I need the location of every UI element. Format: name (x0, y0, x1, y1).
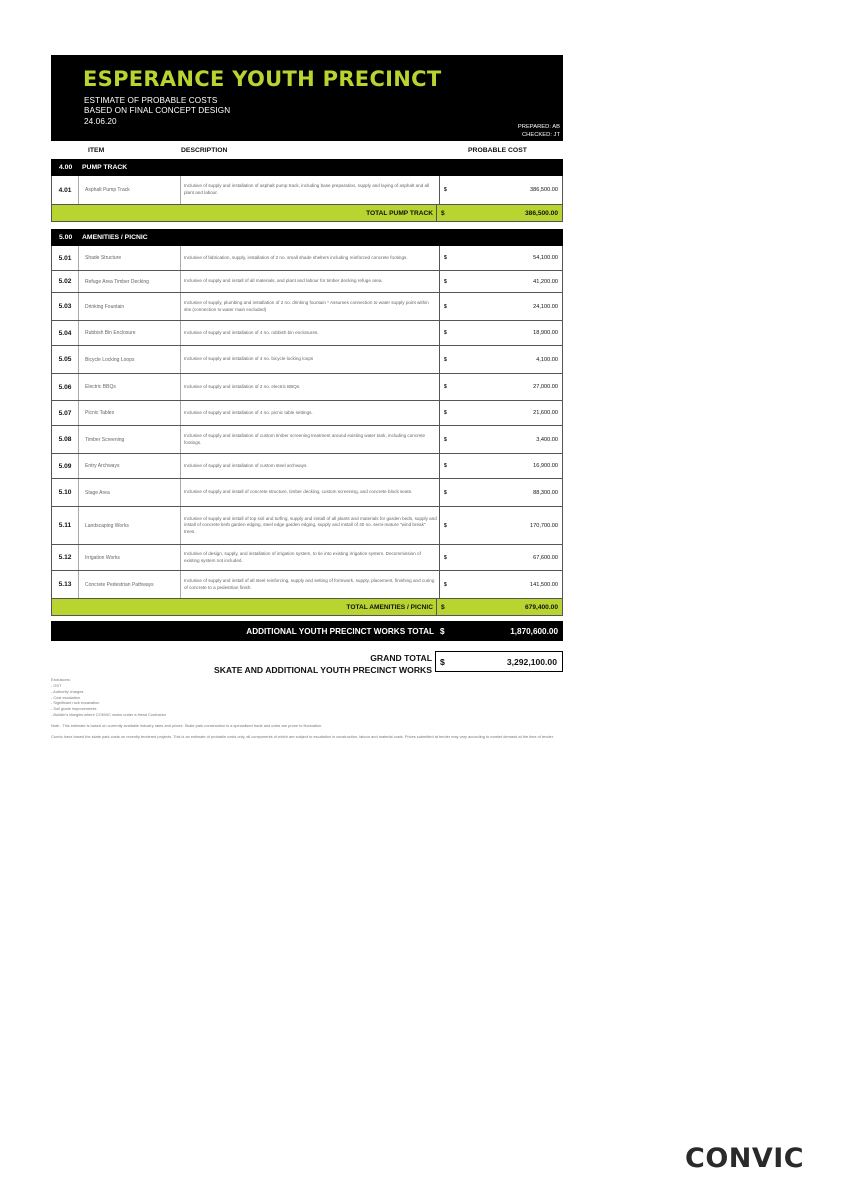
row-item: Concrete Pedestrian Pathways (79, 571, 181, 598)
table-row (51, 321, 563, 346)
total-label: TOTAL AMENITIES / PICNIC (52, 599, 437, 615)
amenities-rows (51, 246, 563, 599)
row-dollar: $ (444, 463, 447, 469)
table-row (51, 545, 563, 571)
row-number: 5.02 (52, 271, 79, 292)
column-header-item: ITEM (88, 147, 105, 154)
row-value: 18,900.00 (533, 330, 558, 336)
row-dollar: $ (444, 187, 447, 193)
table-row (51, 176, 563, 205)
note-tender: Convic have based the skate park costs on recently tendered projects. This is an estimate of probable costs only, all components of which are subject to escalation in construction, labour and material costs. Prices submitted at tender may vary according to market demand at the time of tender. (51, 733, 554, 739)
row-item: Rubbish Bin Enclosure (79, 321, 181, 345)
table-row (51, 454, 563, 479)
row-value: 27,000.00 (533, 384, 558, 390)
row-value: 170,700.00 (530, 522, 558, 529)
section-name: PUMP TRACK (82, 164, 128, 171)
grand-total-box (435, 651, 563, 672)
exclusion-item: - Builder's Margins where CONVIC works under a Head Contractor (51, 712, 167, 718)
exclusion-item: - Authority charges (51, 688, 84, 694)
row-item: Electric BBQs (79, 374, 181, 400)
row-description: Inclusive of supply and installation of custom timber screening treatment around existing water tank, including concrete footings. (181, 426, 440, 453)
cost-estimate-sheet (51, 55, 563, 675)
column-header-description: DESCRIPTION (181, 147, 228, 154)
row-description: Inclusive of fabrication, supply, installation of 2 no. small shade shelters including reinforced concrete footings. (181, 246, 440, 270)
section-number: 4.00 (59, 164, 73, 171)
total-dollar: $ (441, 603, 445, 611)
table-row (51, 293, 563, 321)
row-description: Inclusive of supply and installation of 4 no. picnic table settings. (181, 401, 440, 425)
row-item: Asphalt Pump Track (79, 176, 181, 204)
section-name: AMENITIES / PICNIC (82, 234, 148, 241)
table-row (51, 401, 563, 426)
row-number: 4.01 (52, 176, 79, 204)
row-item: Shade Structure (79, 246, 181, 270)
column-headers (51, 141, 563, 159)
convic-logo: CONVIC (685, 1143, 805, 1174)
grand-total-label: GRAND TOTAL (370, 653, 432, 663)
grand-total-value: 3,292,100.00 (506, 656, 557, 667)
row-value: 21,600.00 (533, 410, 558, 416)
row-dollar: $ (444, 384, 447, 390)
row-value: 41,200.00 (533, 278, 558, 285)
total-amenities (51, 599, 563, 616)
table-row (51, 271, 563, 293)
row-description: Inclusive of supply and install of concrete structure, timber decking, custom screening, and concrete block seats. (181, 479, 440, 506)
row-dollar: $ (444, 278, 447, 285)
row-value: 4,100.00 (536, 356, 558, 363)
row-item: Landscaping Works (79, 507, 181, 544)
additional-value: 1,870,600.00 (510, 626, 558, 636)
prepared-checked (518, 124, 560, 139)
row-description: Inclusive of supply and installation of asphalt pump track, including base preparation, supply and laying of asphalt and all plant and labour. (181, 176, 440, 204)
note-estimate: Note : This estimate is based on currently available industry rates and prices. Skate park construction is a specialised trade and costs are prone to fluctuation. (51, 723, 323, 729)
row-number: 5.06 (52, 374, 79, 400)
subtitle-design: BASED ON FINAL CONCEPT DESIGN (84, 106, 231, 115)
row-dollar: $ (444, 303, 447, 310)
table-row (51, 374, 563, 401)
row-value: 3,400.00 (536, 436, 558, 443)
total-pump-track (51, 205, 563, 222)
row-value: 67,600.00 (533, 554, 558, 561)
row-dollar: $ (444, 436, 447, 443)
row-item: Drinking Fountain (79, 293, 181, 320)
total-label: TOTAL PUMP TRACK (52, 205, 437, 221)
exclusion-item: - GST (51, 682, 62, 688)
row-number: 5.07 (52, 401, 79, 425)
row-description: Inclusive of supply and install of all materials, and plant and labour for timber decking refuge area. (181, 271, 440, 292)
section-header-pump-track (51, 159, 563, 176)
row-dollar: $ (444, 356, 447, 363)
row-value: 88,300.00 (533, 489, 558, 496)
row-value: 16,900.00 (533, 463, 558, 469)
table-row (51, 571, 563, 599)
checked-by: CHECKED: JT (521, 131, 560, 138)
row-value: 386,500.00 (530, 187, 558, 193)
total-value: 679,400.00 (524, 603, 558, 611)
notes (51, 677, 571, 740)
row-item: Bicycle Locking Loops (79, 346, 181, 373)
row-number: 5.01 (52, 246, 79, 270)
row-value: 141,500.00 (530, 581, 558, 588)
row-number: 5.04 (52, 321, 79, 345)
grand-total-dollar: $ (440, 656, 445, 667)
row-description: Inclusive of supply and installation of 2 no. electric BBQs. (181, 374, 440, 400)
row-dollar: $ (444, 410, 447, 416)
section-number: 5.00 (59, 234, 73, 241)
row-number: 5.05 (52, 346, 79, 373)
row-dollar: $ (444, 255, 447, 261)
row-number: 5.13 (52, 571, 79, 598)
exclusion-item: - Significant rock excavation (51, 700, 100, 706)
total-value: 386,500.00 (524, 209, 558, 217)
row-description: Inclusive of supply and install of top soil and turfing, supply and install of all plants and materials for garden beds, supply and install of concrete kerb garden edging, steel edge garden edging, supply and install of 40 no. semi-mature "wind break" trees. (181, 507, 440, 544)
document-date: 24.06.20 (84, 117, 117, 126)
row-number: 5.10 (52, 479, 79, 506)
row-dollar: $ (444, 522, 447, 529)
table-row (51, 246, 563, 271)
section-header-amenities (51, 229, 563, 246)
row-value: 24,100.00 (533, 303, 558, 310)
row-value: 54,100.00 (533, 255, 558, 261)
row-dollar: $ (444, 489, 447, 496)
row-item: Stage Area (79, 479, 181, 506)
page-title: ESPERANCE YOUTH PRECINCT (83, 67, 442, 91)
row-description: Inclusive of design, supply, and installation of irrigation system, to tie into existing irrigation system. Decommission of existing system not included. (181, 545, 440, 570)
row-description: Inclusive of supply and installation of 4 no. bicycle locking loops (181, 346, 440, 373)
table-row (51, 346, 563, 374)
row-number: 5.09 (52, 454, 79, 478)
exclusion-item: - Soil grade improvements (51, 706, 97, 712)
row-dollar: $ (444, 330, 447, 336)
row-item: Irrigation Works (79, 545, 181, 570)
additional-works-total (51, 621, 563, 641)
exclusions-title: Exclusions: (51, 677, 71, 682)
row-description: Inclusive of supply and installation of 4 no. rubbish bin enclosures. (181, 321, 440, 345)
row-dollar: $ (444, 581, 447, 588)
table-row (51, 426, 563, 454)
row-description: Inclusive of supply and install of all steel reinforcing, supply and setting of formwork, supply, placement, finishing and curing of concrete to a pedestrian finish. (181, 571, 440, 598)
row-number: 5.12 (52, 545, 79, 570)
row-item: Timber Screening (79, 426, 181, 453)
row-number: 5.08 (52, 426, 79, 453)
row-description: Inclusive of supply, plumbing and installation of 2 no. drinking fountain * Assumes connection to water supply point within site (connection to water main excluded) (181, 293, 440, 320)
grand-total (51, 651, 563, 677)
total-dollar: $ (441, 209, 445, 217)
row-number: 5.11 (52, 507, 79, 544)
table-row (51, 507, 563, 545)
row-description: Inclusive of supply and installation of custom steel archways. (181, 454, 440, 478)
additional-dollar: $ (440, 626, 445, 636)
row-number: 5.03 (52, 293, 79, 320)
row-item: Picnic Tables (79, 401, 181, 425)
subtitle-estimate: ESTIMATE OF PROBABLE COSTS (84, 96, 218, 105)
row-item: Refuge Area Timber Decking (79, 271, 181, 292)
row-item: Entry Archways (79, 454, 181, 478)
grand-total-sublabel: SKATE AND ADDITIONAL YOUTH PRECINCT WORKS (213, 665, 432, 675)
prepared-by: PREPARED: AB (517, 124, 560, 130)
exclusion-item: - Cost escalation (51, 694, 80, 700)
row-dollar: $ (444, 554, 447, 561)
sheet-header (51, 55, 563, 141)
additional-label: ADDITIONAL YOUTH PRECINCT WORKS TOTAL (246, 626, 434, 636)
table-row (51, 479, 563, 507)
column-header-cost: PROBABLE COST (468, 147, 527, 154)
